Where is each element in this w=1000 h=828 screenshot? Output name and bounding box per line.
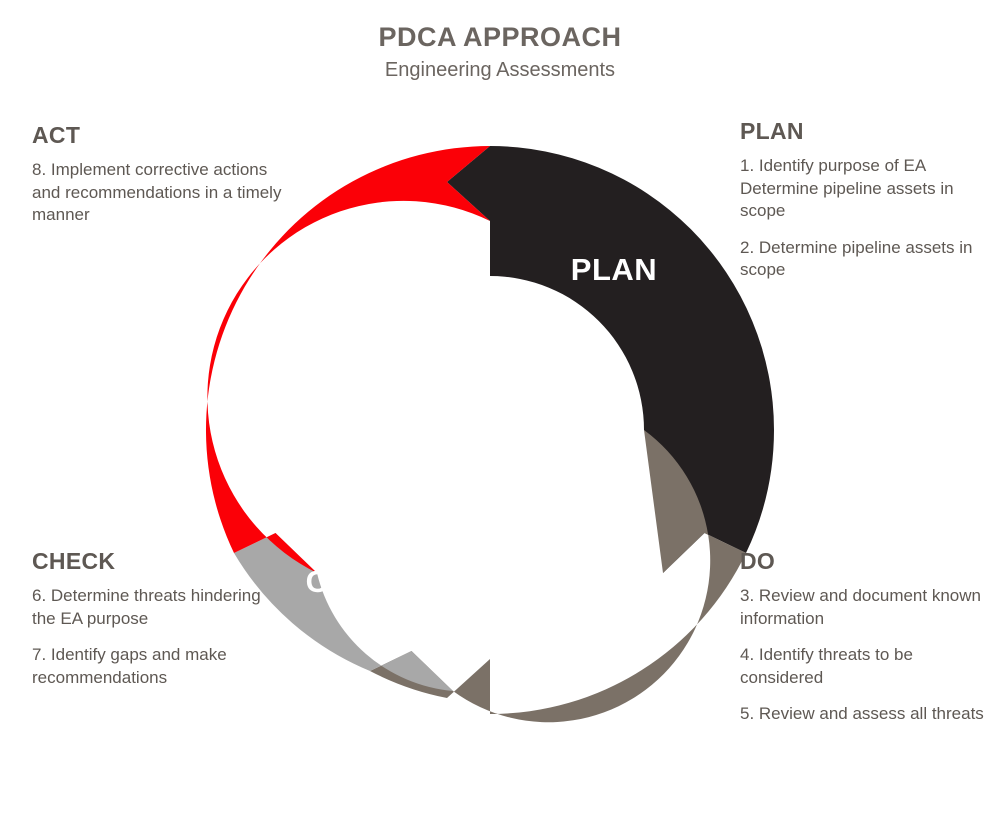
quadrant-act-heading: ACT — [32, 122, 81, 148]
quadrant-do-item-1: 3. Review and document known information — [740, 586, 981, 628]
quadrant-check-item-1: 6. Determine threats hindering the EA purpose — [32, 586, 261, 628]
quadrant-plan-heading: PLAN — [740, 118, 804, 144]
quadrant-plan — [740, 118, 990, 282]
quadrant-plan-item-1: 1. Identify purpose of EA Determine pipeline assets in scope — [740, 156, 954, 221]
wheel-center-hole — [337, 277, 643, 583]
quadrant-do-item-3: 5. Review and assess all threats — [740, 704, 984, 724]
quadrant-check-item-2: 7. Identify gaps and make recommendations — [32, 645, 227, 687]
quadrant-plan-item-2: 2. Determine pipeline assets in scope — [740, 237, 973, 280]
quadrant-do — [740, 548, 990, 726]
wheel-label-act: ACT — [312, 249, 378, 284]
wheel-label-do: DO — [608, 564, 656, 599]
quadrant-act-item-1: 8. Implement corrective actions and recommendations in a timely manner — [32, 160, 282, 225]
quadrant-check — [32, 548, 282, 689]
title-block — [0, 22, 1000, 82]
quadrant-check-heading: CHECK — [32, 548, 116, 574]
page-subtitle: Engineering Assessments — [384, 59, 616, 81]
page-title: PDCA APPROACH — [378, 22, 622, 52]
wheel-label-check: CHECK — [305, 564, 419, 599]
quadrant-do-item-2: 4. Identify threats to be considered — [740, 645, 913, 687]
quadrant-act — [32, 122, 282, 227]
quadrant-do-heading: DO — [740, 548, 776, 574]
wheel-label-plan: PLAN — [570, 252, 658, 287]
